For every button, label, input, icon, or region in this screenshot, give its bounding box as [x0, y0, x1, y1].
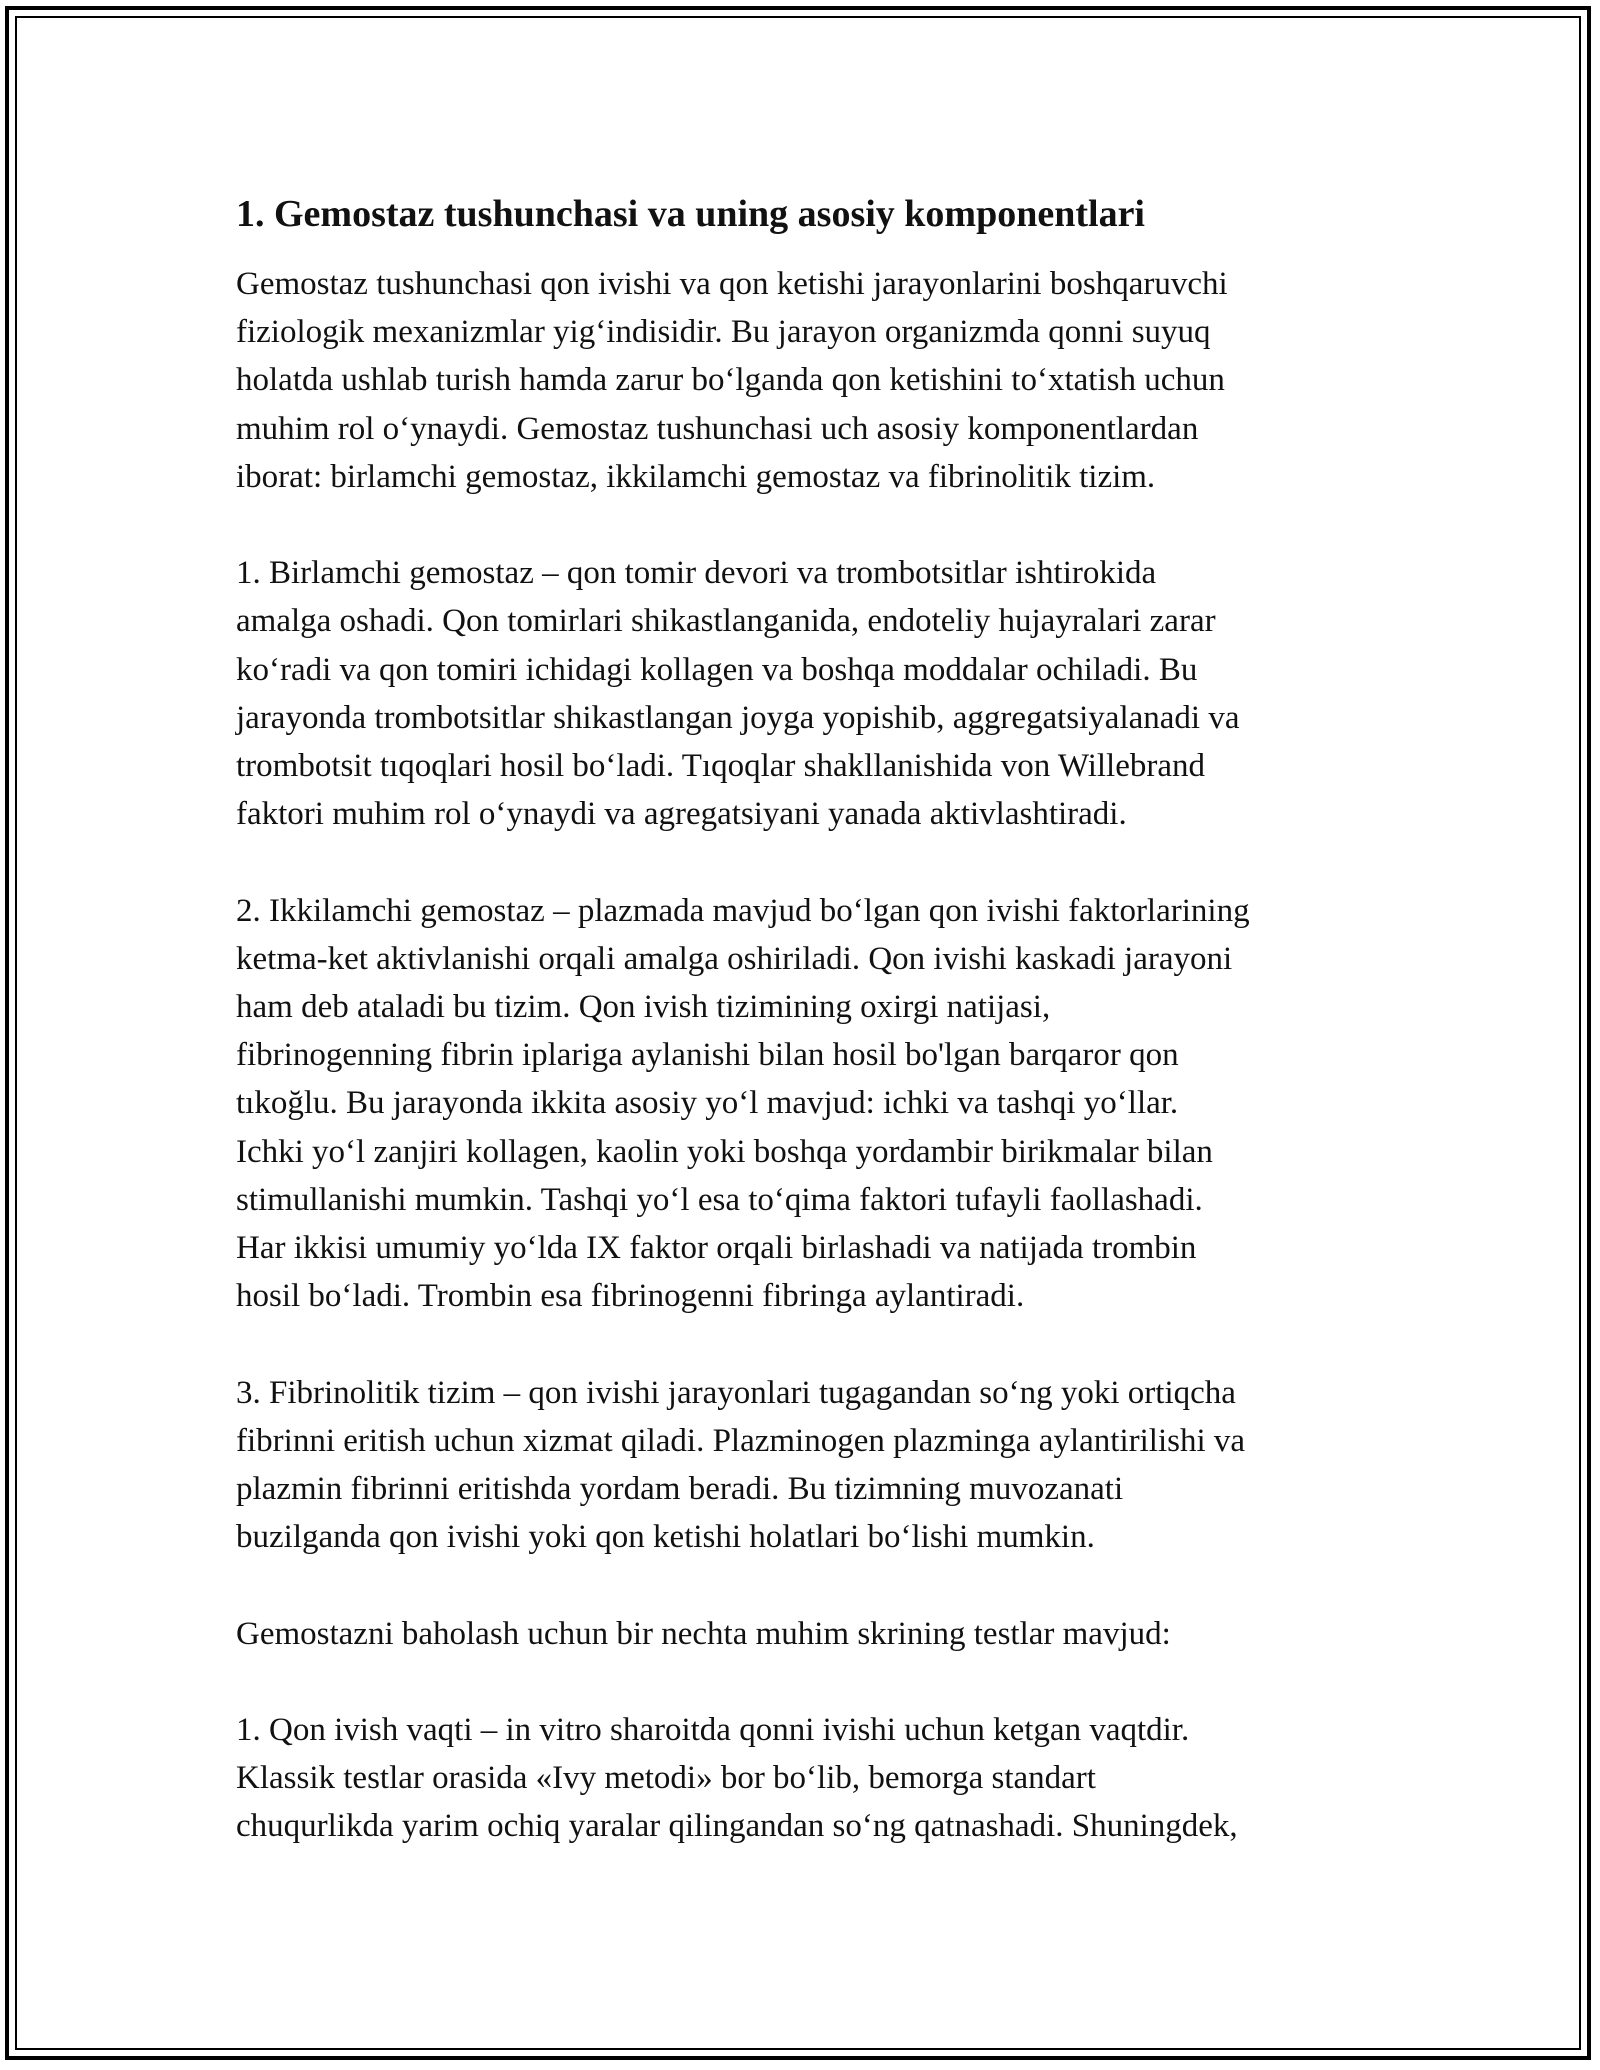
paragraph-clotting-time	[236, 1706, 1376, 1851]
text-line: plazmin fibrinni eritishda yordam beradi. Bu tizimning muvozanati	[236, 1471, 1124, 1508]
paragraph-screening-intro	[236, 1610, 1376, 1658]
text-line: Gemostazni baholash uchun bir nechta muhim skrining testlar mavjud:	[236, 1615, 1171, 1652]
text-line: fibrinogenning fibrin iplariga aylanishi bilan hosil bo'lgan barqaror qon	[236, 1037, 1179, 1074]
text-line: ketma-ket aktivlanishi orqali amalga oshiriladi. Qon ivishi kaskadi jarayoni	[236, 940, 1233, 977]
section-heading: 1. Gemostaz tushunchasi va uning asosiy komponentlari	[236, 193, 1145, 235]
text-line: iborat: birlamchi gemostaz, ikkilamchi gemostaz va fibrinolitik tizim.	[236, 458, 1156, 495]
text-line: 1. Qon ivish vaqti – in vitro sharoitda qonni ivishi uchun ketgan vaqtdir.	[236, 1712, 1190, 1749]
text-line: amalga oshadi. Qon tomirlari shikastlanganida, endoteliy hujayralari zarar	[236, 603, 1216, 640]
text-line: hosil bo‘ladi. Trombin esa fibrinogenni fibringa aylantiradi.	[236, 1278, 1025, 1315]
text-line: Gemostaz tushunchasi qon ivishi va qon ketishi jarayonlarini boshqaruvchi	[236, 266, 1228, 302]
text-line: 3. Fibrinolitik tizim – qon ivishi jarayonlari tugagandan so‘ng yoki ortiqcha	[236, 1374, 1236, 1411]
text-line: trombotsit tıqoqlari hosil bo‘ladi. Tıqoqlar shakllanishida von Willebrand	[236, 748, 1205, 785]
paragraph-secondary-hemostasis	[236, 887, 1376, 1321]
text-line: 1. Birlamchi gemostaz – qon tomir devori va trombotsitlar ishtirokida	[236, 555, 1157, 592]
text-line: chuqurlikda yarim ochiq yaralar qilingandan so‘ng qatnashadi. Shuningdek,	[236, 1808, 1238, 1845]
text-line: fiziologik mexanizmlar yig‘indisidir. Bu jarayon organizmda qonni suyuq	[236, 314, 1211, 351]
text-line: 2. Ikkilamchi gemostaz – plazmada mavjud bo‘lgan qon ivishi faktorlarining	[236, 892, 1250, 929]
text-line: stimullanishi mumkin. Tashqi yo‘l esa to‘qima faktori tufayli faollashadi.	[236, 1181, 1203, 1218]
text-line: ko‘radi va qon tomiri ichidagi kollagen va boshqa moddalar ochiladi. Bu	[236, 651, 1198, 688]
text-line: muhim rol o‘ynaydi. Gemostaz tushunchasi uch asosiy komponentlardan	[236, 410, 1199, 447]
paragraph-intro	[236, 260, 1376, 501]
paragraph-fibrinolytic-system	[236, 1369, 1376, 1562]
text-line: buzilganda qon ivishi yoki qon ketishi holatlari bo‘lishi mumkin.	[236, 1519, 1095, 1556]
text-line: holatda ushlab turish hamda zarur bo‘lganda qon ketishini to‘xtatish uchun	[236, 362, 1225, 399]
paragraph-primary-hemostasis	[236, 549, 1376, 838]
text-line: tıkoğlu. Bu jarayonda ikkita asosiy yo‘l mavjud: ichki va tashqi yo‘llar.	[236, 1085, 1179, 1122]
text-line: fibrinni eritish uchun xizmat qiladi. Plazminogen plazminga aylantirilishi va	[236, 1422, 1246, 1459]
text-line: ham deb ataladi bu tizim. Qon ivish tizimining oxirgi natijasi,	[236, 989, 1051, 1026]
text-line: Har ikkisi umumiy yo‘lda IX faktor orqali birlashadi va natijada trombin	[236, 1230, 1197, 1267]
text-line: Klassik testlar orasida «Ivy metodi» bor bo‘lib, bemorga standart	[236, 1760, 1096, 1797]
text-line: jarayonda trombotsitlar shikastlangan joyga yopishib, aggregatsiyalanadi va	[236, 699, 1240, 736]
text-line: Ichki yo‘l zanjiri kollagen, kaolin yoki boshqa yordambir birikmalar bilan	[236, 1133, 1213, 1170]
text-line: faktori muhim rol o‘ynaydi va agregatsiyani yanada aktivlashtiradi.	[236, 796, 1127, 833]
document-body	[236, 186, 1376, 1899]
